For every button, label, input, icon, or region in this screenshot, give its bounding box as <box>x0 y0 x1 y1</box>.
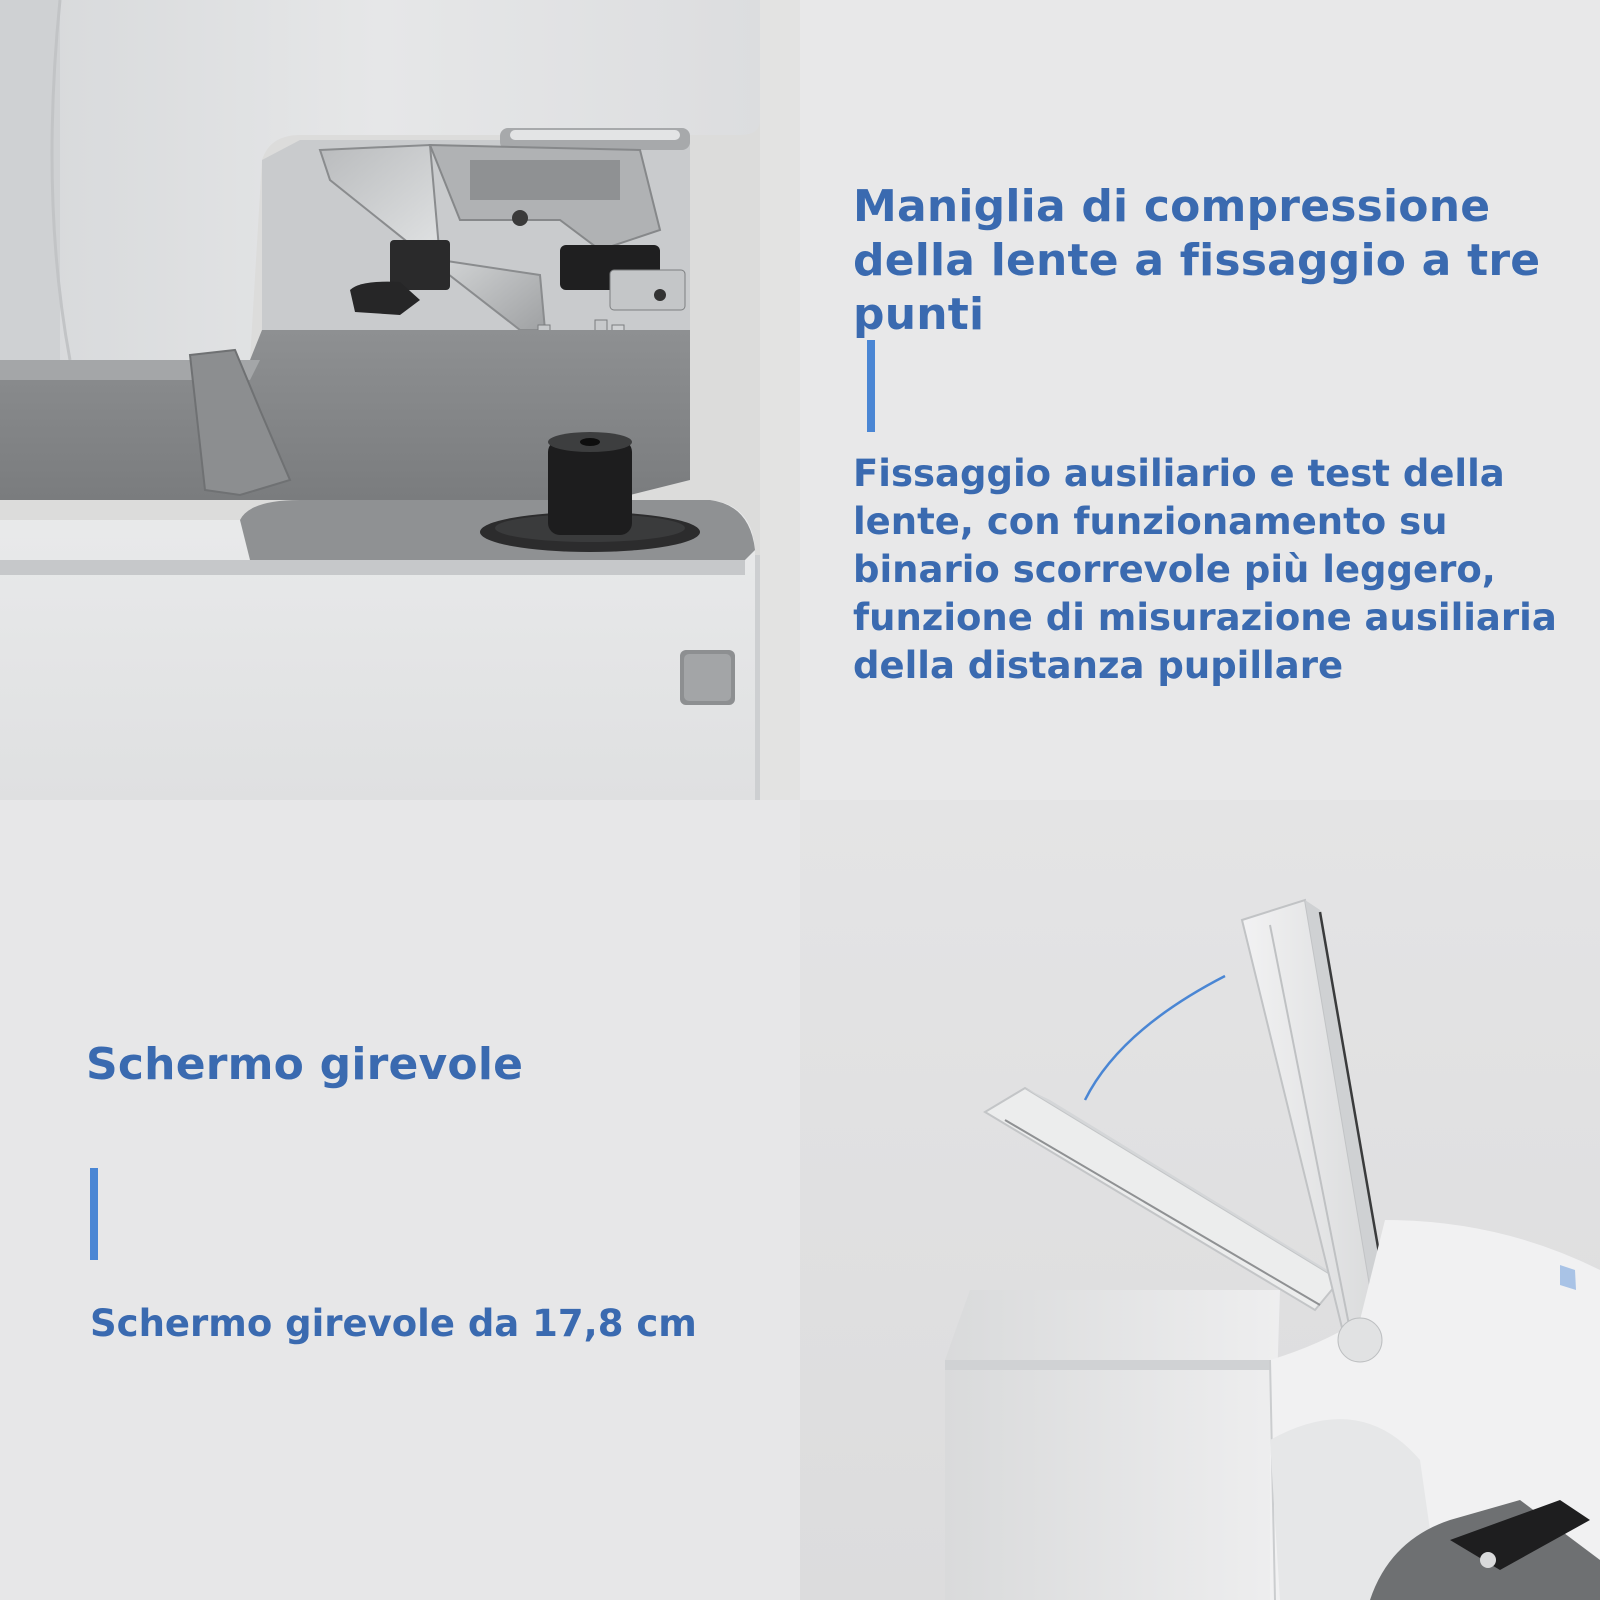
screen-text-panel <box>0 800 800 1600</box>
rotating-screen-photo <box>800 800 1600 1600</box>
lens-clamp-photo <box>0 0 800 800</box>
screen-description: Schermo girevole da 17,8 cm <box>90 1302 697 1345</box>
accent-bar <box>90 1168 98 1260</box>
lens-clamp-description: Fissaggio ausiliario e test della lente, con funzionamento su binario scorrevole più leggero, funzione di misurazione ausiliaria della distanza pupillare <box>853 452 1557 687</box>
lens-clamp-text-panel <box>800 0 1600 800</box>
screen-heading: Schermo girevole <box>86 1039 524 1090</box>
lensmeter-clamp-illustration <box>0 0 800 800</box>
rotating-screen-illustration <box>800 800 1600 1600</box>
lens-clamp-heading: Maniglia di compressione della lente a fissaggio a tre punti <box>853 181 1541 340</box>
accent-bar <box>867 340 875 432</box>
